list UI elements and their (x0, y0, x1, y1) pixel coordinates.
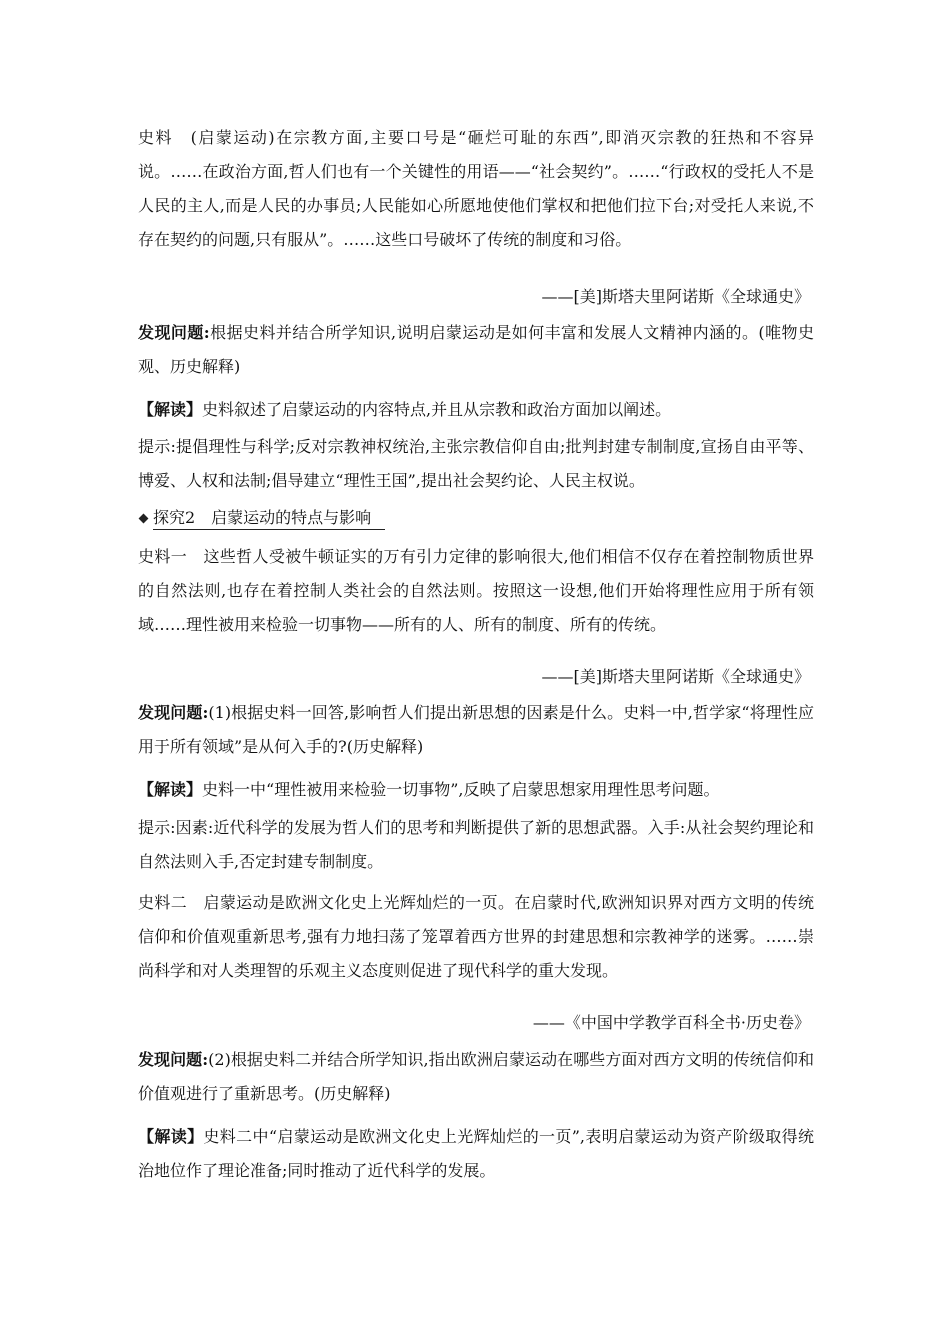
interpretation-text: 史料叙述了启蒙运动的内容特点,并且从宗教和政治方面加以阐述。 (202, 400, 672, 419)
interpretation-paragraph-2 (138, 1120, 814, 1188)
question-text: (2)根据史料二并结合所学知识,指出欧洲启蒙运动在哪些方面对西方文明的传统信仰和价值观进行了重新思考。(历史解释) (138, 1050, 814, 1103)
interpretation-text: 史料一中“理性被用来检验一切事物”,反映了启蒙思想家用理性思考问题。 (202, 780, 720, 799)
interpretation-label: 【解读】 (138, 1127, 204, 1146)
question-label: 发现问题: (138, 323, 210, 342)
hint-paragraph: 提示:提倡理性与科学;反对宗教神权统治,主张宗教信仰自由;批判封建专制制度,宣扬自由平等、博爱、人权和法制;倡导建立“理性王国”,提出社会契约论、人民主权说。 (138, 437, 814, 490)
source-passage: 史料 (启蒙运动)在宗教方面,主要口号是“砸烂可耻的东西”,即消灭宗教的狂热和不容异说。……在政治方面,哲人们也有一个关键性的用语——“社会契约”。……“行政权的受托人不是人民的主人,而是人民的办事员;人民能如心所愿地使他们掌权和把他们拉下台;对受托人来说,不存在契约的问题,只有服从”。……这些口号破坏了传统的制度和习俗。 (138, 128, 814, 249)
interpretation-text: 史料二中“启蒙运动是欧洲文化史上光辉灿烂的一页”,表明启蒙运动为资产阶级取得统治地位作了理论准备;同时推动了近代科学的发展。 (138, 1127, 814, 1180)
question-paragraph-2 (138, 1043, 814, 1111)
diamond-bullet-icon (139, 514, 149, 524)
interpretation-label: 【解读】 (138, 400, 203, 419)
interpretation-paragraph (138, 393, 814, 427)
interpretation-label: 【解读】 (138, 780, 203, 799)
citation: ——[美]斯塔夫里阿诺斯《全球通史》 (541, 667, 810, 686)
question-paragraph (138, 316, 814, 384)
citation: ——《中国中学教学百科全书·历史卷》 (532, 1013, 810, 1032)
section-heading (138, 507, 385, 530)
section-title: 探究2 启蒙运动的特点与影响 (153, 507, 385, 530)
question-text: 根据史料并结合所学知识,说明启蒙运动是如何丰富和发展人文精神内涵的。(唯物史观、历史解释) (138, 323, 814, 376)
source-passage-1: 史料一 这些哲人受被牛顿证实的万有引力定律的影响很大,他们相信不仅存在着控制物质世界的自然法则,也存在着控制人类社会的自然法则。按照这一设想,他们开始将理性应用于所有领域……理性被用来检验一切事物——所有的人、所有的制度、所有的传统。 (138, 547, 814, 634)
source-passage-2: 史料二 启蒙运动是欧洲文化史上光辉灿烂的一页。在启蒙时代,欧洲知识界对西方文明的传统信仰和价值观重新思考,强有力地扫荡了笼罩着西方世界的封建思想和宗教神学的迷雾。……崇尚科学和对人类理智的乐观主义态度则促进了现代科学的重大发现。 (138, 893, 814, 980)
question-label: 发现问题: (138, 703, 209, 722)
interpretation-paragraph-1 (138, 773, 814, 807)
question-label: 发现问题: (138, 1050, 209, 1069)
hint-paragraph-1: 提示:因素:近代科学的发展为哲人们的思考和判断提供了新的思想武器。入手:从社会契约理论和自然法则入手,否定封建专制制度。 (138, 818, 814, 871)
citation: ——[美]斯塔夫里阿诺斯《全球通史》 (541, 287, 810, 306)
question-paragraph-1 (138, 696, 814, 764)
question-text: (1)根据史料一回答,影响哲人们提出新思想的因素是什么。史料一中,哲学家“将理性应用于所有领域”是从何入手的?(历史解释) (138, 703, 814, 756)
